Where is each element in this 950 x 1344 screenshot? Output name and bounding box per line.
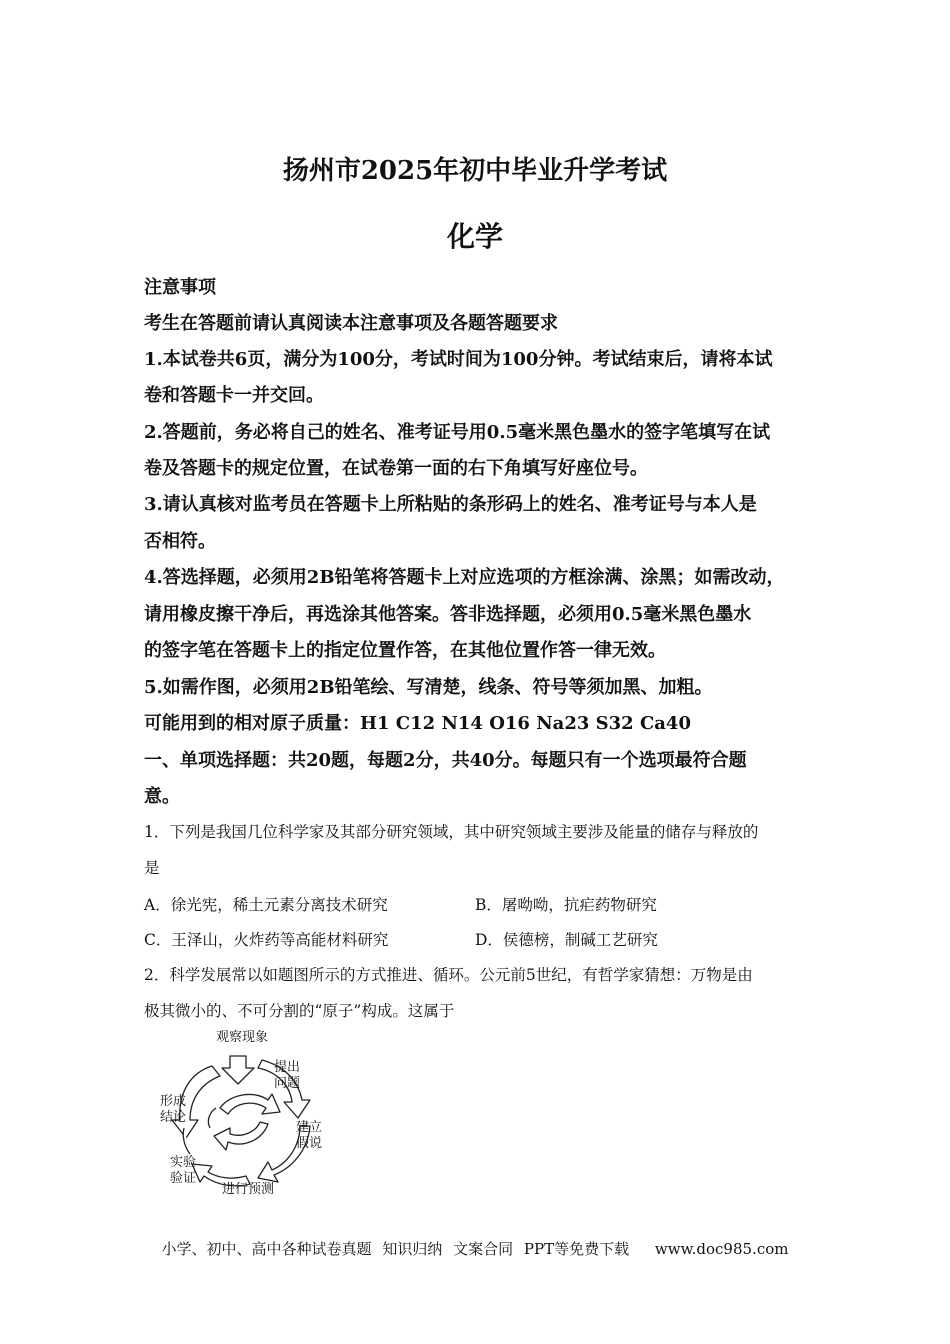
notice-line: 4.答选择题，必须用2B铅笔将答题卡上对应选项的方框涂满、涂黑；如需改动， — [144, 567, 785, 588]
q1-option-a: A．徐光宪，稀土元素分离技术研究 — [144, 896, 388, 914]
subject-title: 化学 — [446, 220, 503, 253]
q1-option-c: C．王泽山，火炸药等高能材料研究 — [144, 931, 389, 949]
footer-text-2: 知识归纳 — [382, 1240, 443, 1258]
footer-text-3: 文案合同 — [453, 1240, 514, 1258]
footer-text-1: 小学、初中、高中各种试卷真题 — [161, 1240, 372, 1258]
label-verify-2: 验证 — [170, 1171, 197, 1186]
label-predict: 进行预测 — [222, 1182, 275, 1197]
notice-line: 卷和答题卡一并交回。 — [144, 385, 324, 406]
exam-title: 扬州市2025年初中毕业升学考试 — [282, 156, 668, 186]
label-ask-1: 提出 — [274, 1060, 301, 1075]
notice-line: 的签字笔在答题卡上的指定位置作答，在其他位置作答一律无效。 — [144, 640, 666, 661]
question-1-stem: 1．下列是我国几位科学家及其部分研究领域，其中研究领域主要涉及能量的储存与释放的 — [144, 823, 759, 841]
q1-option-b: B．屠呦呦，抗疟药物研究 — [475, 896, 657, 914]
question-1-stem-cont: 是 — [144, 859, 160, 877]
footer-url[interactable]: www.doc985.com — [654, 1240, 789, 1258]
label-conclude-2: 结论 — [160, 1110, 187, 1125]
label-hypothesis-1: 建立 — [296, 1120, 323, 1135]
label-hypothesis-2: 假说 — [296, 1136, 323, 1151]
question-2-stem-cont: 极其微小的、不可分割的“原子”构成。这属于 — [144, 1002, 455, 1020]
label-conclude-1: 形成 — [160, 1094, 187, 1109]
section-heading: 一、单项选择题：共20题，每题2分，共40分。每题只有一个选项最符合题 — [144, 750, 747, 771]
q1-option-d: D．侯德榜，制碱工艺研究 — [475, 931, 658, 949]
label-observe: 观察现象 — [216, 1030, 269, 1045]
section-heading-cont: 意。 — [144, 786, 180, 807]
label-ask-2: 问题 — [274, 1076, 301, 1091]
question-2-stem: 2．科学发展常以如题图所示的方式推进、循环。公元前5世纪，有哲学家猜想：万物是由 — [144, 966, 753, 984]
notice-intro: 考生在答题前请认真阅读本注意事项及各题答题要求 — [144, 313, 558, 334]
notice-line: 1.本试卷共6页，满分为100分，考试时间为100分钟。考试结束后，请将本试 — [144, 349, 773, 370]
notice-line: 5.如需作图，必须用2B铅笔绘、写清楚，线条、符号等须加黑、加粗。 — [144, 677, 713, 698]
science-cycle-diagram — [150, 1028, 340, 1203]
notice-heading: 注意事项 — [144, 277, 216, 298]
notice-line: 请用橡皮擦干净后，再选涂其他答案。答非选择题，必须用0.5毫米黑色墨水 — [144, 604, 752, 625]
notice-line: 3.请认真核对监考员在答题卡上所粘贴的条形码上的姓名、准考证号与本人是 — [144, 494, 757, 515]
page-footer — [0, 1238, 950, 1259]
notice-line: 否相符。 — [144, 531, 216, 552]
notice-line: 卷及答题卡的规定位置，在试卷第一面的右下角填写好座位号。 — [144, 458, 648, 479]
notice-line: 2.答题前，务必将自己的姓名、准考证号用0.5毫米黑色墨水的签字笔填写在试 — [144, 422, 771, 443]
footer-text-4: PPT等免费下载 — [523, 1240, 630, 1258]
atomic-mass-line: 可能用到的相对原子质量：H1 C12 N14 O16 Na23 S32 Ca40 — [144, 713, 691, 734]
label-verify-1: 实验 — [170, 1155, 197, 1170]
